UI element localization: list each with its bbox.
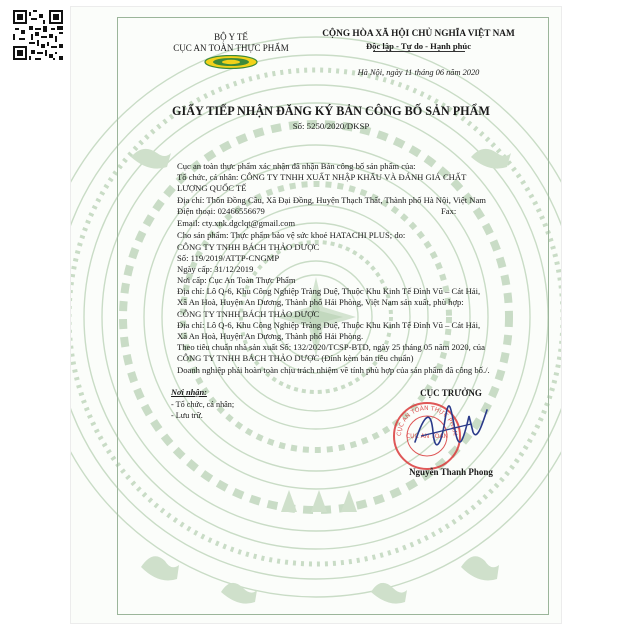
body-line: Điện thoại: 02466556679 [177,206,265,216]
body-line: Nơi cấp: Cục An Toàn Thực Phẩm [177,275,296,285]
body-line: CÔNG TY TNHH BÁCH THẢO DƯỢC [177,309,320,319]
agency-logo [204,55,258,69]
body-line: Ngày cấp: 31/12/2019 [177,264,254,274]
handwritten-signature [411,402,491,457]
body-line: Xã An Hoà, Huyện An Dương, Thành phố Hải Phòng, Việt Nam sản xuất, phù hợp: [177,297,464,307]
body-line: Cục an toàn thực phẩm xác nhận đã nhận Bản công bố sản phẩm của: [177,161,416,171]
national-motto: Độc lập - Tự do - Hạnh phúc [365,41,472,51]
body-line: Email: cty.xnk.dgclqt@gmail.com [177,218,296,228]
document-number: Số: 5250/2020/DKSP [292,121,370,131]
body-line: Xã An Hoà, Huyện An Dương, Thành phố Hải Phòng. [177,331,364,341]
agency-name: CỤC AN TOÀN THỰC PHẨM [173,43,289,53]
svg-text:CỤC AN TOÀN: CỤC AN TOÀN [405,433,449,440]
fax-label: Fax: [441,206,457,216]
body-line: Theo tiêu chuẩn nhà sản xuất Số: 132/2020/TCSP-BTD, ngày 25 tháng 05 năm 2020, của [177,342,485,352]
recipient-item: - Tổ chức, cá nhân; [171,400,235,409]
national-title: CỘNG HÒA XÃ HỘI CHỦ NGHĨA VIỆT NAM [322,29,515,39]
ministry-name: BỘ Y TẾ [214,32,248,42]
body-line: Địa chỉ: Lô Q-6, Khu Công Nghiệp Tràng Duệ, Thuộc Khu Kinh Tế Đình Vũ – Cát Hải, [177,286,481,296]
responsibility-statement: Doanh nghiệp phải hoàn toàn chịu trách nhiệm về tính phù hợp của sản phẩm đã công bố./. [177,365,490,375]
qr-code [13,10,63,60]
body-line: Tổ chức, cá nhân: CÔNG TY TNHH XUẤT NHẬP KHẨU VÀ ĐÁNH GIÁ CHẤT [177,172,467,182]
body-line: Số: 119/2019/ATTP-CNGMP [177,253,280,263]
document-title: GIẤY TIẾP NHẬN ĐĂNG KÝ BẢN CÔNG BỐ SẢN PHẨM [172,104,490,118]
document-page [70,6,562,624]
body-line: CÔNG TY TNHH BÁCH THẢO DƯỢC [177,242,320,252]
recipient-item: - Lưu trữ. [171,411,203,420]
body-line: CÔNG TY TNHH BÁCH THẢO DƯỢC (Đính kèm bản tiêu chuẩn) [177,353,414,363]
body-line: Cho sản phẩm: Thực phẩm bảo vệ sức khoẻ HATACHI PLUS; do: [177,230,406,240]
body-line: LƯỢNG QUỐC TẾ [177,183,247,193]
body-line: Địa chỉ: Lô Q-6, Khu Công Nghiệp Tràng Duệ, Thuộc Khu Kinh Tế Đình Vũ – Cát Hải, [177,320,481,330]
body-line: Địa chỉ: Thôn Đồng Cầu, Xã Đại Đồng, Huyện Thạch Thất, Thành phố Hà Nội, Việt Nam [177,195,486,205]
issue-date: Hà Nội, ngày 11 tháng 06 năm 2020 [357,68,480,77]
recipients-title: Nơi nhận: [171,388,207,397]
svg-text:CỤC AN TOÀN THỰC PHẨM: CỤC AN TOÀN THỰC PHẨM [395,404,459,437]
signatory-title: CỤC TRƯỞNG [420,388,482,398]
signatory-name: Nguyễn Thanh Phong [409,467,493,477]
motto-underline [373,51,465,52]
